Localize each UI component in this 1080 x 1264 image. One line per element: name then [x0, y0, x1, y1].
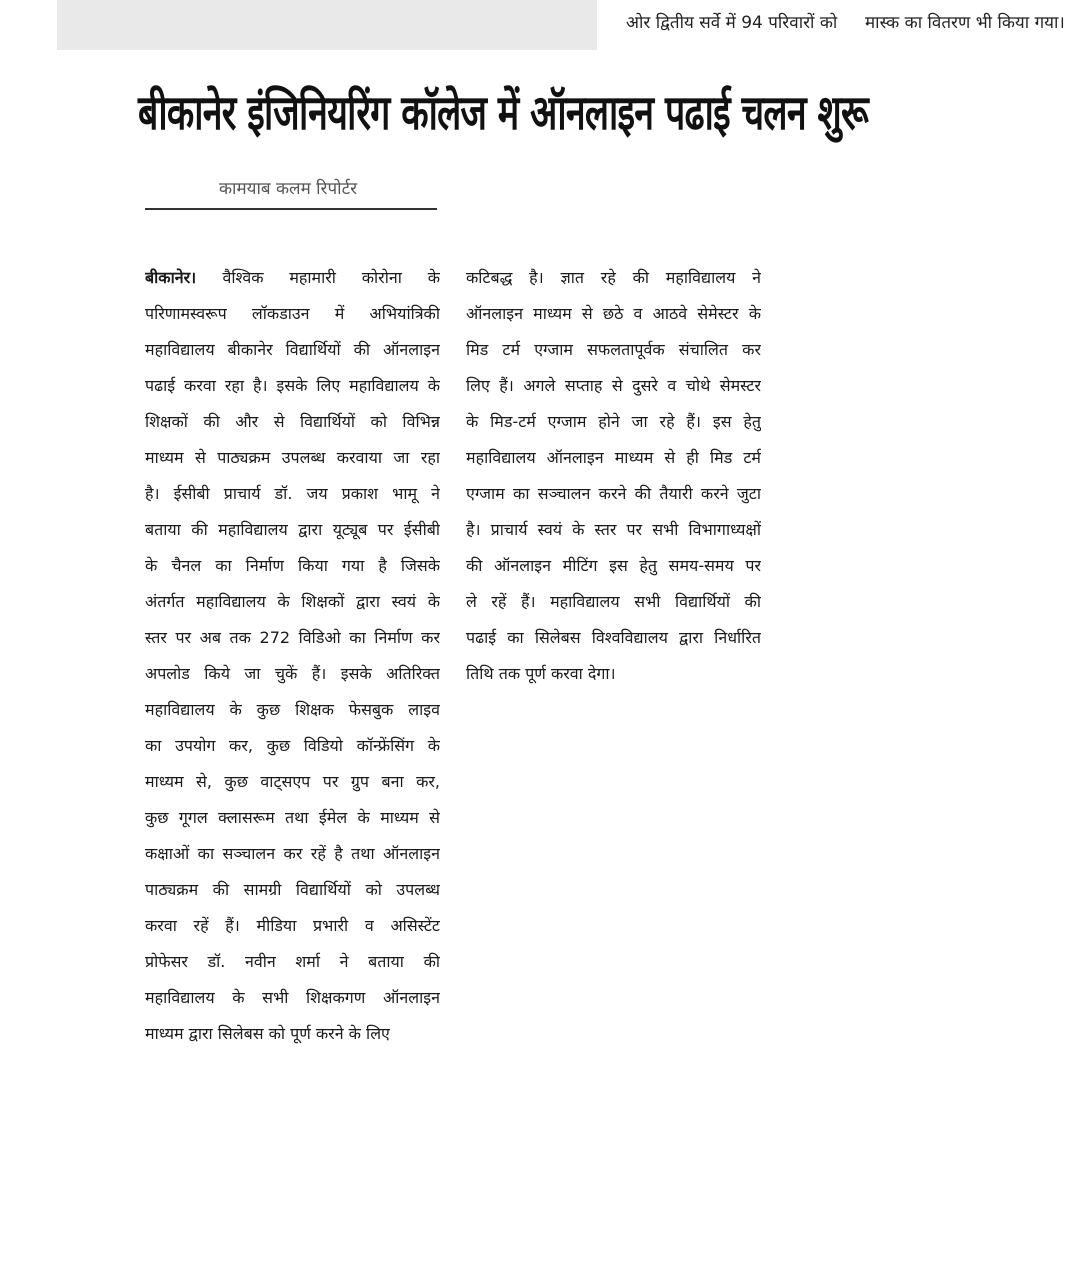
article-column-2 [466, 260, 761, 692]
article-line: लिए हैं। अगले सप्ताह से दुसरे व चोथे सेमस्टर [466, 376, 761, 395]
article-line: महाविद्यालय बीकानेर विद्यार्थियों की ऑनलाइन [145, 340, 440, 359]
article-line: शिक्षकों की और से विद्यार्थियों को विभिन्न [145, 412, 440, 431]
article-headline: बीकानेर इंजिनियरिंग कॉलेज में ऑनलाइन पढाई चलन शुरू [138, 85, 868, 141]
article-line: कुछ गूगल क्लासरूम तथा ईमेल के माध्यम से [145, 808, 440, 827]
article-line: परिणामस्वरूप लॉकडाउन में अभियांत्रिकी [145, 304, 440, 323]
article-line: बताया की महाविद्यालय द्वारा यूट्यूब पर ईसीबी [145, 520, 440, 539]
article-line: अंतर्गत महाविद्यालय के शिक्षकों द्वारा स्वयं के [145, 592, 440, 611]
article-line: एग्जाम का सञ्चालन करने की तैयारी करने जुटा [466, 484, 761, 503]
adjacent-article-text-2: मास्क का वितरण भी किया गया। [865, 13, 1065, 33]
article-line: महाविद्यालय ऑनलाइन माध्यम से ही मिड टर्म [466, 448, 761, 467]
article-column-1 [145, 260, 440, 1052]
article-line: का उपयोग कर, कुछ विडियो कॉन्फ्रेंसिंग के [145, 736, 440, 755]
article-byline: कामयाब कलम रिपोर्टर [219, 179, 358, 199]
article-line: महाविद्यालय के कुछ शिक्षक फेसबुक लाइव [145, 700, 440, 719]
article-line: अपलोड किये जा चुकें हैं। इसके अतिरिक्त [145, 664, 440, 683]
article-line: करवा रहें हैं। मीडिया प्रभारी व असिस्टेंट [145, 916, 440, 935]
article-line: ले रहें हैं। महाविद्यालय सभी विद्यार्थियों की [466, 592, 761, 611]
article-line: है। ईसीबी प्राचार्य डॉ. जय प्रकाश भामू ने [145, 484, 440, 503]
article-line: पढाई का सिलेबस विश्वविद्यालय द्वारा निर्धारित [466, 628, 761, 647]
article-line: ऑनलाइन माध्यम से छठे व आठवे सेमेस्टर के [466, 304, 761, 323]
article-line: बीकानेर। वैश्विक महामारी कोरोना के [145, 268, 440, 287]
article-line: प्रोफेसर डॉ. नवीन शर्मा ने बताया की [145, 952, 440, 971]
article-dateline: बीकानेर। [145, 268, 223, 287]
adjacent-article-clipping [57, 0, 597, 50]
article-line: महाविद्यालय के सभी शिक्षकगण ऑनलाइन [145, 988, 440, 1007]
byline-divider [145, 208, 437, 210]
article-line: तिथि तक पूर्ण करवा देगा। [466, 664, 616, 683]
article-line: के मिड-टर्म एग्जाम होने जा रहे हैं। इस हेतु [466, 412, 761, 431]
article-line: माध्यम से पाठ्यक्रम उपलब्ध करवाया जा रहा [145, 448, 440, 467]
article-line: के चैनल का निर्माण किया गया है जिसके [145, 556, 440, 575]
article-line: कक्षाओं का सञ्चालन कर रहें है तथा ऑनलाइन [145, 844, 440, 863]
article-line: की ऑनलाइन मीटिंग इस हेतु समय-समय पर [466, 556, 761, 575]
article-line: मिड टर्म एग्जाम सफलतापूर्वक संचालित कर [466, 340, 761, 359]
article-line: कटिबद्ध है। ज्ञात रहे की महाविद्यालय ने [466, 268, 761, 287]
article-line: पढाई करवा रहा है। इसके लिए महाविद्यालय के [145, 376, 440, 395]
adjacent-article-text-1: ओर द्वितीय सर्वे में 94 परिवारों को [626, 13, 838, 33]
article-line: माध्यम से, कुछ वाट्सएप पर ग्रुप बना कर, [145, 772, 440, 791]
article-line: है। प्राचार्य स्वयं के स्तर पर सभी विभागाध्यक्षों [466, 520, 761, 539]
article-line: पाठ्यक्रम की सामग्री विद्यार्थियों को उपलब्ध [145, 880, 440, 899]
article-line: स्तर पर अब तक 272 विडिओ का निर्माण कर [145, 628, 440, 647]
article-line: माध्यम द्वारा सिलेबस को पूर्ण करने के लिए [145, 1024, 390, 1043]
